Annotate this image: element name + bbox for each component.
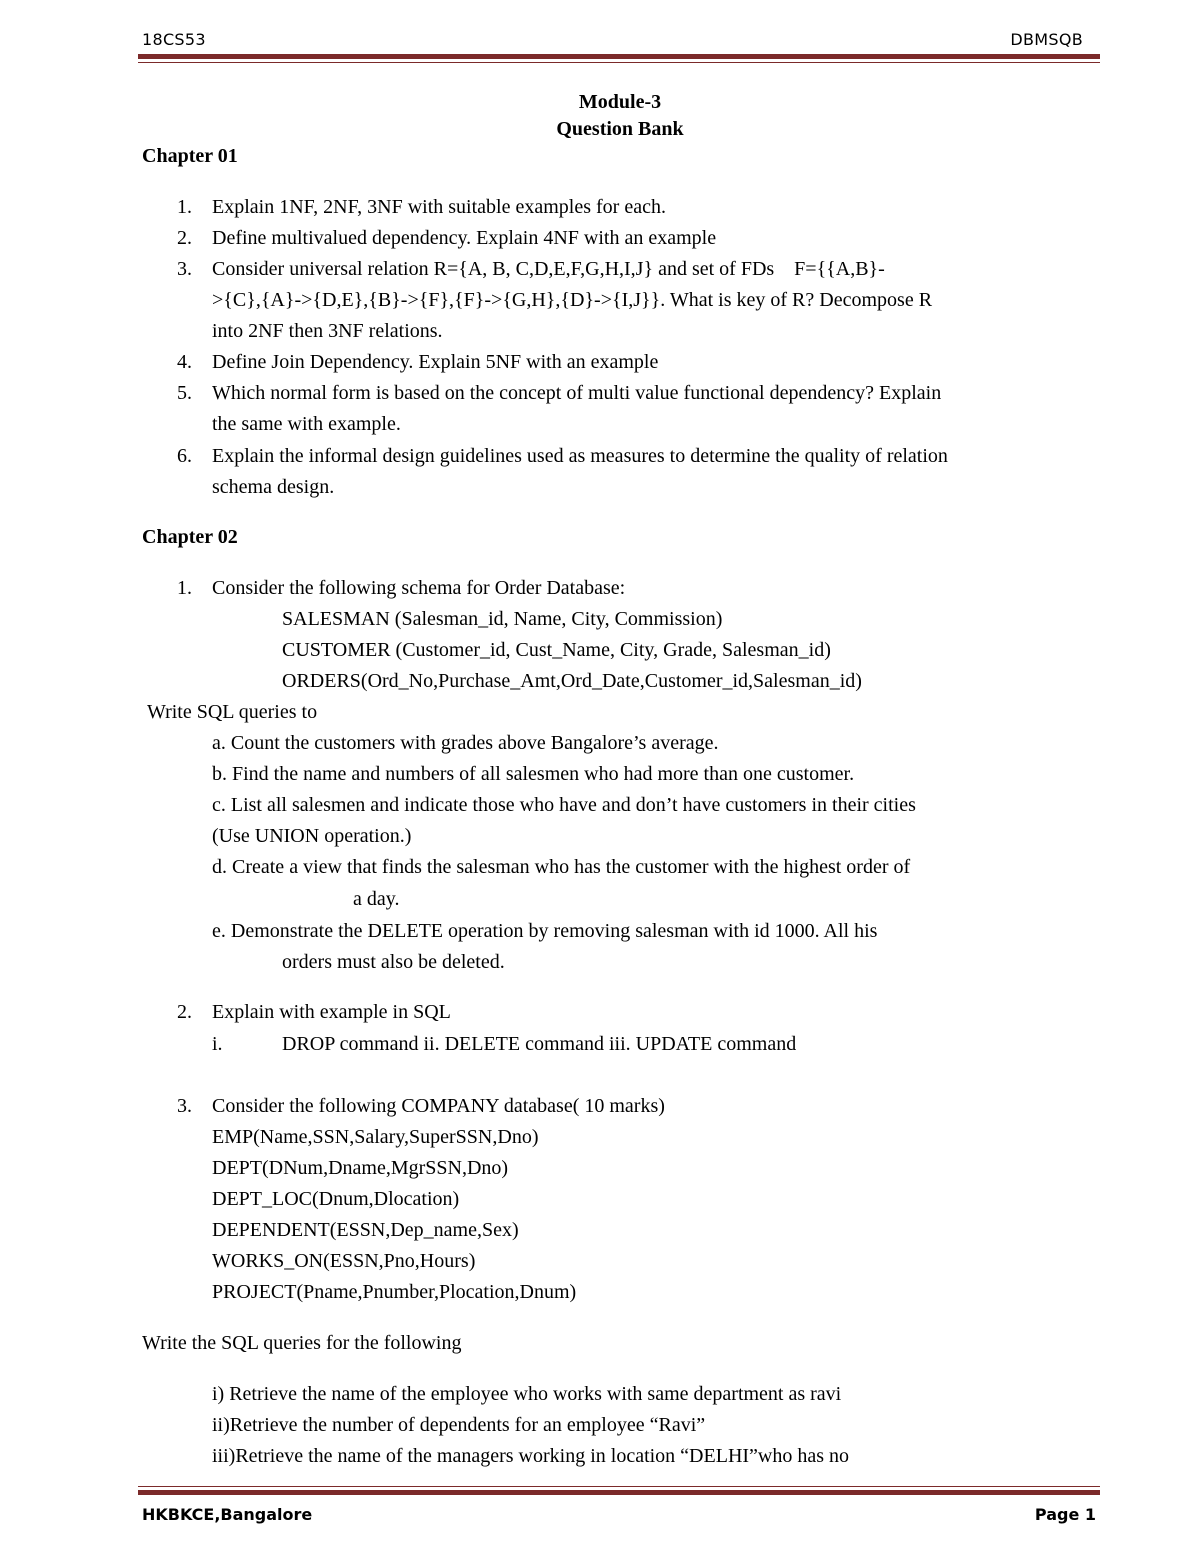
footer-rule — [138, 1490, 1100, 1495]
schema-customer: CUSTOMER (Customer_id, Cust_Name, City, Grade, Salesman_id) — [282, 639, 831, 661]
question-1: Consider the following schema for Order Database: — [212, 577, 626, 599]
sub-question-d-line-2: a day. — [353, 888, 400, 910]
list-number: 2. — [177, 1001, 192, 1023]
sub-question-a: a. Count the customers with grades above Bangalore’s average. — [212, 732, 719, 754]
list-number: 3. — [177, 258, 192, 280]
roman-number: i. — [212, 1033, 223, 1055]
question-bank-title: Question Bank — [556, 118, 684, 140]
list-number: 2. — [177, 227, 192, 249]
schema-dept: DEPT(DNum,Dname,MgrSSN,Dno) — [212, 1157, 509, 1179]
sub-question-d-line-1: d. Create a view that finds the salesman who has the customer with the highest order of — [212, 856, 911, 878]
header-rule-thin — [138, 62, 1100, 63]
retrieve-query-2: ii)Retrieve the number of dependents for an employee “Ravi” — [212, 1414, 706, 1436]
sub-question-c-line-1: c. List all salesmen and indicate those who have and don’t have customers in their cities — [212, 794, 916, 816]
footer-rule-thin — [138, 1486, 1100, 1487]
question-3-line-2: >{C},{A}->{D,E},{B}->{F},{F}->{G,H},{D}->{I,J}}. What is key of R? Decompose R — [212, 289, 933, 311]
retrieve-query-3: iii)Retrieve the name of the managers working in location “DELHI”who has no — [212, 1445, 850, 1467]
sub-question-b: b. Find the name and numbers of all salesmen who had more than one customer. — [212, 763, 855, 785]
sub-question-c-line-2: (Use UNION operation.) — [212, 825, 412, 847]
question-1: Explain 1NF, 2NF, 3NF with suitable examples for each. — [212, 196, 666, 218]
list-number: 3. — [177, 1095, 192, 1117]
chapter-02-heading: Chapter 02 — [142, 526, 238, 548]
schema-orders: ORDERS(Ord_No,Purchase_Amt,Ord_Date,Customer_id,Salesman_id) — [282, 670, 862, 692]
question-2: Define multivalued dependency. Explain 4NF with an example — [212, 227, 717, 249]
schema-dependent: DEPENDENT(ESSN,Dep_name,Sex) — [212, 1219, 519, 1241]
list-number: 5. — [177, 382, 192, 404]
module-title: Module-3 — [578, 91, 662, 113]
schema-dept-loc: DEPT_LOC(Dnum,Dlocation) — [212, 1188, 460, 1210]
schema-works-on: WORKS_ON(ESSN,Pno,Hours) — [212, 1250, 476, 1272]
retrieve-query-1: i) Retrieve the name of the employee who works with same department as ravi — [212, 1383, 842, 1405]
schema-project: PROJECT(Pname,Pnumber,Plocation,Dnum) — [212, 1281, 577, 1303]
list-number: 6. — [177, 445, 192, 467]
write-sql-prompt-2: Write the SQL queries for the following — [142, 1332, 462, 1354]
schema-emp: EMP(Name,SSN,Salary,SuperSSN,Dno) — [212, 1126, 539, 1148]
header-course-code: 18CS53 — [142, 30, 206, 49]
footer-institution: HKBKCE,Bangalore — [142, 1505, 313, 1524]
list-number: 1. — [177, 577, 192, 599]
list-number: 4. — [177, 351, 192, 373]
question-2-commands: DROP command ii. DELETE command iii. UPDATE command — [282, 1033, 797, 1055]
question-3-line-3: into 2NF then 3NF relations. — [212, 320, 443, 342]
footer-page-number: Page 1 — [1034, 1505, 1096, 1524]
question-5-line-2: the same with example. — [212, 413, 401, 435]
header-doc-code: DBMSQB — [1010, 30, 1083, 49]
write-sql-prompt: Write SQL queries to — [147, 701, 318, 723]
question-2: Explain with example in SQL — [212, 1001, 451, 1023]
question-5-line-1: Which normal form is based on the concept of multi value functional dependency? Explain — [212, 382, 942, 404]
question-3-line-1: Consider universal relation R={A, B, C,D,E,F,G,H,I,J} and set of FDs F={{A,B}- — [212, 258, 885, 280]
schema-salesman: SALESMAN (Salesman_id, Name, City, Commission) — [282, 608, 723, 630]
list-number: 1. — [177, 196, 192, 218]
header-rule — [138, 54, 1100, 59]
question-6-line-1: Explain the informal design guidelines used as measures to determine the quality of relation — [212, 445, 948, 467]
sub-question-e-line-2: orders must also be deleted. — [282, 951, 505, 973]
sub-question-e-line-1: e. Demonstrate the DELETE operation by removing salesman with id 1000. All his — [212, 920, 878, 942]
question-4: Define Join Dependency. Explain 5NF with an example — [212, 351, 659, 373]
chapter-01-heading: Chapter 01 — [142, 145, 238, 167]
question-3: Consider the following COMPANY database( 10 marks) — [212, 1095, 665, 1117]
question-6-line-2: schema design. — [212, 476, 335, 498]
